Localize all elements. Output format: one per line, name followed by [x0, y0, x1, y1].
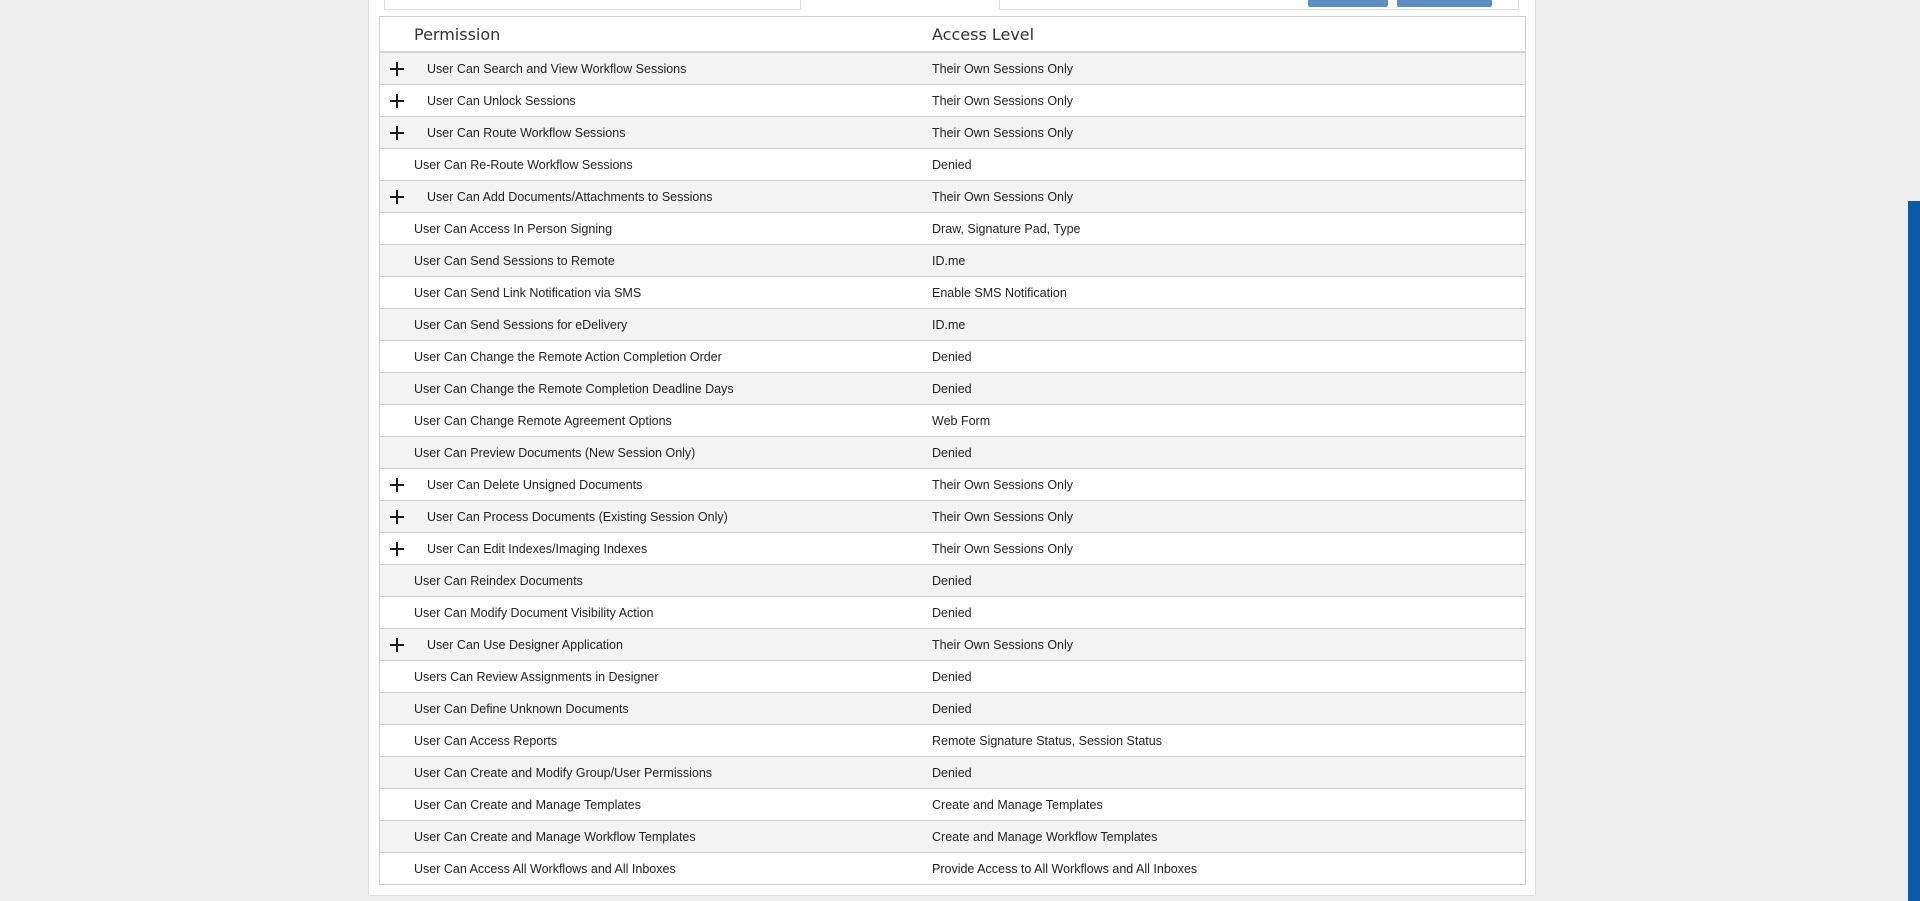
permission-cell: User Can Access Reports — [414, 733, 558, 748]
side-accent-bar — [1908, 201, 1920, 901]
table-row[interactable] — [380, 501, 1525, 533]
permission-cell: User Can Change the Remote Completion Deadline Days — [414, 381, 734, 396]
table-row[interactable] — [380, 565, 1525, 597]
table-row[interactable] — [380, 757, 1525, 789]
table-row[interactable] — [380, 277, 1525, 309]
grid-header — [380, 17, 1525, 53]
access-level-cell: Enable SMS Notification — [932, 285, 1067, 300]
access-level-cell: Denied — [932, 765, 972, 780]
permission-cell: User Can Search and View Workflow Sessions — [427, 61, 687, 76]
access-level-cell: Denied — [932, 157, 972, 172]
access-level-cell: Draw, Signature Pad, Type — [932, 221, 1081, 236]
permission-cell: User Can Add Documents/Attachments to Sessions — [427, 189, 713, 204]
table-row[interactable] — [380, 533, 1525, 565]
expand-plus-icon[interactable] — [389, 509, 405, 525]
permission-cell: User Can Create and Manage Workflow Templates — [414, 829, 696, 844]
permission-cell: User Can Send Link Notification via SMS — [414, 285, 642, 300]
permission-cell: User Can Access In Person Signing — [414, 221, 613, 236]
table-row[interactable] — [380, 85, 1525, 117]
access-level-cell: Denied — [932, 701, 972, 716]
table-row[interactable] — [380, 213, 1525, 245]
permissions-grid — [379, 16, 1526, 885]
table-row[interactable] — [380, 469, 1525, 501]
access-level-cell: Denied — [932, 573, 972, 588]
table-row[interactable] — [380, 181, 1525, 213]
table-row[interactable] — [380, 309, 1525, 341]
table-row[interactable] — [380, 597, 1525, 629]
table-row[interactable] — [380, 437, 1525, 469]
permission-cell: User Can Preview Documents (New Session Only) — [414, 445, 696, 460]
access-level-cell: Their Own Sessions Only — [932, 509, 1074, 524]
table-row[interactable] — [380, 53, 1525, 85]
table-row[interactable] — [380, 405, 1525, 437]
access-level-cell: Create and Manage Templates — [932, 797, 1103, 812]
access-level-column-header[interactable]: Access Level — [932, 24, 1035, 44]
access-level-cell: Denied — [932, 381, 972, 396]
permission-cell: User Can Change Remote Agreement Options — [414, 413, 672, 428]
access-level-cell: Web Form — [932, 413, 991, 428]
table-row[interactable] — [380, 725, 1525, 757]
permission-cell: User Can Access All Workflows and All Inboxes — [414, 861, 676, 876]
access-level-cell: Denied — [932, 445, 972, 460]
table-row[interactable] — [380, 149, 1525, 181]
expand-plus-icon[interactable] — [389, 541, 405, 557]
table-row[interactable] — [380, 245, 1525, 277]
expand-plus-icon[interactable] — [389, 93, 405, 109]
permission-column-header[interactable]: Permission — [414, 24, 501, 44]
table-row[interactable] — [380, 821, 1525, 853]
access-level-cell: Remote Signature Status, Session Status — [932, 733, 1162, 748]
permission-cell: User Can Reindex Documents — [414, 573, 583, 588]
permission-cell: User Can Unlock Sessions — [427, 93, 576, 108]
permission-cell: User Can Send Sessions to Remote — [414, 253, 615, 268]
permission-cell: User Can Route Workflow Sessions — [427, 125, 626, 140]
table-row[interactable] — [380, 661, 1525, 693]
access-level-cell: Their Own Sessions Only — [932, 93, 1074, 108]
table-row[interactable] — [380, 117, 1525, 149]
expand-plus-icon[interactable] — [389, 637, 405, 653]
permission-cell: User Can Create and Manage Templates — [414, 797, 641, 812]
permission-cell: User Can Send Sessions for eDelivery — [414, 317, 628, 332]
table-row[interactable] — [380, 789, 1525, 821]
access-level-cell: ID.me — [932, 317, 966, 332]
access-level-cell: Their Own Sessions Only — [932, 189, 1074, 204]
expand-plus-icon[interactable] — [389, 189, 405, 205]
permission-cell: User Can Define Unknown Documents — [414, 701, 629, 716]
top-left-field[interactable] — [384, 0, 801, 10]
access-level-cell: Denied — [932, 669, 972, 684]
access-level-cell: Denied — [932, 605, 972, 620]
access-level-cell: Their Own Sessions Only — [932, 61, 1074, 76]
permission-cell: User Can Re-Route Workflow Sessions — [414, 157, 633, 172]
table-row[interactable] — [380, 373, 1525, 405]
access-level-cell: Their Own Sessions Only — [932, 125, 1074, 140]
permission-cell: User Can Process Documents (Existing Session Only) — [427, 509, 728, 524]
grid-body — [380, 53, 1525, 884]
permission-cell: User Can Delete Unsigned Documents — [427, 477, 643, 492]
expand-plus-icon[interactable] — [389, 477, 405, 493]
table-row[interactable] — [380, 853, 1525, 884]
access-level-cell: ID.me — [932, 253, 966, 268]
table-row[interactable] — [380, 693, 1525, 725]
access-level-cell: Denied — [932, 349, 972, 364]
permission-cell: User Can Modify Document Visibility Action — [414, 605, 654, 620]
access-level-cell: Create and Manage Workflow Templates — [932, 829, 1158, 844]
permission-cell: Users Can Review Assignments in Designer — [414, 669, 659, 684]
expand-plus-icon[interactable] — [389, 61, 405, 77]
access-level-cell: Their Own Sessions Only — [932, 637, 1074, 652]
table-row[interactable] — [380, 341, 1525, 373]
permission-cell: User Can Edit Indexes/Imaging Indexes — [427, 541, 648, 556]
table-row[interactable] — [380, 629, 1525, 661]
top-action-button-1[interactable] — [1308, 0, 1388, 7]
permission-cell: User Can Create and Modify Group/User Permissions — [414, 765, 713, 780]
access-level-cell: Their Own Sessions Only — [932, 541, 1074, 556]
permission-cell: User Can Use Designer Application — [427, 637, 623, 652]
permission-cell: User Can Change the Remote Action Completion Order — [414, 349, 722, 364]
access-level-cell: Provide Access to All Workflows and All Inboxes — [932, 861, 1198, 876]
expand-plus-icon[interactable] — [389, 125, 405, 141]
top-action-button-2[interactable] — [1397, 0, 1492, 7]
access-level-cell: Their Own Sessions Only — [932, 477, 1074, 492]
